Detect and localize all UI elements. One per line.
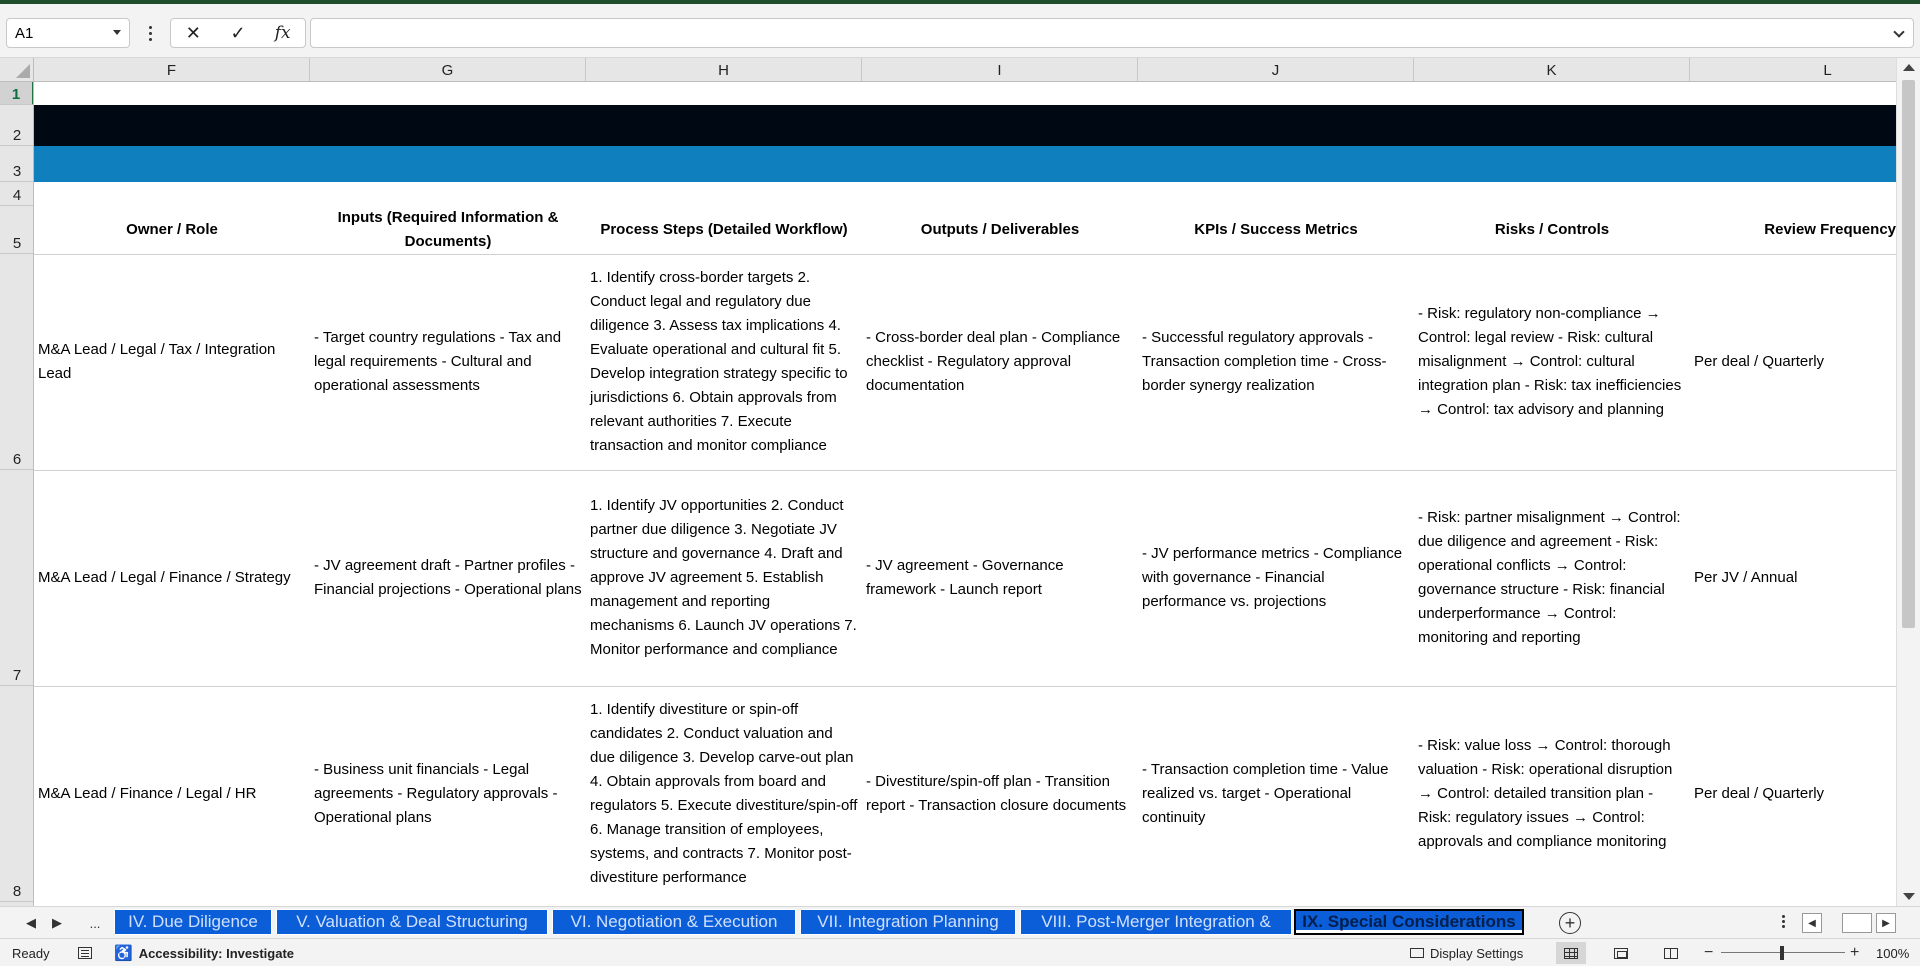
cell-risks[interactable]: - Risk: regulatory non-compliance → Control: legal review - Risk: cultural misalignment → Control: cultural integration plan - Risk: tax inefficiencies → Control: tax advisory and planning bbox=[1418, 305, 1682, 418]
row-header-5[interactable]: 5 bbox=[0, 206, 34, 254]
sheet-tab-due-diligence[interactable]: IV. Due Diligence bbox=[114, 909, 272, 935]
column-header-j[interactable]: J bbox=[1138, 58, 1414, 82]
cell-risks[interactable]: - Risk: value loss → Control: thorough valuation - Risk: operational disruption → Control: detailed transition plan - Risk: regulatory issues → Control: approvals and compliance monitoring bbox=[1418, 737, 1673, 850]
cell-kpis[interactable]: - JV performance metrics - Compliance with governance - Financial performance vs. projections bbox=[1142, 545, 1403, 610]
row-header-1[interactable]: 1 bbox=[0, 82, 34, 105]
worksheet-grid[interactable] bbox=[34, 82, 1896, 906]
header-outputs[interactable]: Outputs / Deliverables bbox=[920, 221, 1080, 238]
header-review-frequency[interactable]: Review Frequency bbox=[1764, 221, 1896, 238]
formula-bar bbox=[0, 4, 1920, 58]
page-break-preview-icon[interactable] bbox=[1656, 942, 1686, 964]
subtitle-band-row-3 bbox=[34, 146, 1896, 182]
cell-process[interactable]: 1. Identify cross-border targets 2. Conduct legal and regulatory due diligence 3. Assess tax implications 4. Evaluate operational and cultural fit 5. Develop integration strategy specific to jurisdictions 6. Obtain approvals from relevant authorities 7. Execute transaction and monitor compliance bbox=[590, 269, 848, 454]
cell-kpis[interactable]: - Transaction completion time - Value realized vs. target - Operational continuity bbox=[1142, 761, 1389, 826]
cell-risks[interactable]: - Risk: partner misalignment → Control: due diligence and agreement - Risk: operational conflicts → Control: governance structure - Risk: financial underperformance → Control: monitoring and reporting bbox=[1418, 509, 1681, 646]
cell-outputs[interactable]: - Divestiture/spin-off plan - Transition report - Transaction closure documents bbox=[866, 773, 1127, 814]
cell-review[interactable]: Per deal / Quarterly bbox=[1694, 785, 1825, 802]
column-headers bbox=[34, 58, 1896, 82]
zoom-out-icon[interactable]: − bbox=[1704, 944, 1714, 961]
column-header-g[interactable]: G bbox=[310, 58, 586, 82]
cancel-icon[interactable]: ✕ bbox=[185, 22, 201, 43]
row-header-6[interactable]: 6 bbox=[0, 254, 34, 470]
header-risks-controls[interactable]: Risks / Controls bbox=[1494, 221, 1610, 238]
cell-owner[interactable]: M&A Lead / Finance / Legal / HR bbox=[38, 785, 257, 802]
page-layout-view-icon[interactable] bbox=[1606, 942, 1636, 964]
header-process-steps[interactable]: Process Steps (Detailed Workflow) bbox=[600, 221, 848, 238]
accessibility-icon: ♿ bbox=[114, 945, 133, 962]
accessibility-label: Accessibility: Investigate bbox=[138, 945, 295, 961]
row-headers bbox=[0, 82, 34, 906]
add-sheet-icon[interactable]: + bbox=[1559, 912, 1581, 934]
scroll-right-icon[interactable]: ▶ bbox=[1876, 913, 1896, 933]
zoom-in-icon[interactable]: + bbox=[1850, 944, 1860, 961]
cell-inputs[interactable]: - JV agreement draft - Partner profiles - Financial projections - Operational plans bbox=[314, 557, 582, 598]
cell-process[interactable]: 1. Identify divestiture or spin-off candidates 2. Conduct valuation and due diligence 3. Develop carve-out plan 4. Obtain approvals from board and regulators 5. Execute divestiture/spin-off 6. Manage transition of employees, systems, and contracts 7. Monitor post-divestiture performance bbox=[590, 701, 858, 886]
formula-input[interactable] bbox=[310, 18, 1914, 48]
insert-function-icon[interactable]: fx bbox=[274, 23, 291, 43]
column-header-f[interactable]: F bbox=[34, 58, 310, 82]
horizontal-scroll-thumb[interactable] bbox=[1842, 913, 1872, 933]
previous-sheet-icon[interactable]: ◀ bbox=[26, 915, 36, 930]
sheet-tab-integration-planning[interactable]: VII. Integration Planning bbox=[800, 909, 1016, 935]
column-header-h[interactable]: H bbox=[586, 58, 862, 82]
cell-inputs[interactable]: - Business unit financials - Legal agreements - Regulatory approvals - Operational plans bbox=[314, 761, 558, 826]
cell-kpis[interactable]: - Successful regulatory approvals - Transaction completion time - Cross-border synergy realization bbox=[1142, 329, 1387, 394]
name-box[interactable] bbox=[6, 18, 130, 48]
header-inputs[interactable]: Inputs (Required Information & Documents) bbox=[337, 209, 559, 250]
cell-review[interactable]: Per deal / Quarterly bbox=[1694, 353, 1825, 370]
name-box-dropdown-icon[interactable] bbox=[113, 30, 121, 35]
cell-outputs[interactable]: - Cross-border deal plan - Compliance checklist - Regulatory approval documentation bbox=[866, 329, 1121, 394]
sheet-tab-bar bbox=[0, 906, 1920, 938]
cell-inputs[interactable]: - Target country regulations - Tax and legal requirements - Cultural and operational assessments bbox=[314, 329, 562, 394]
vertical-scroll-thumb[interactable] bbox=[1902, 80, 1915, 628]
display-settings[interactable] bbox=[1410, 939, 1523, 966]
scroll-left-icon[interactable]: ◀ bbox=[1802, 913, 1822, 933]
sheet-tab-special-considerations[interactable]: IX. Special Considerations bbox=[1294, 909, 1524, 935]
vertical-scrollbar[interactable] bbox=[1896, 58, 1920, 906]
enter-icon[interactable]: ✓ bbox=[230, 22, 246, 43]
cell-outputs[interactable]: - JV agreement - Governance framework - Launch report bbox=[866, 557, 1064, 598]
column-header-l[interactable]: L bbox=[1690, 58, 1896, 82]
expand-formula-bar-icon[interactable] bbox=[1893, 26, 1904, 37]
title-band-row-2 bbox=[34, 105, 1896, 146]
next-sheet-icon[interactable]: ▶ bbox=[52, 915, 62, 930]
header-kpis[interactable]: KPIs / Success Metrics bbox=[1194, 221, 1358, 238]
column-header-i[interactable]: I bbox=[862, 58, 1138, 82]
zoom-level[interactable]: 100% bbox=[1876, 945, 1910, 961]
accessibility-checker[interactable] bbox=[114, 939, 294, 966]
row-header-2[interactable]: 2 bbox=[0, 105, 34, 146]
select-all-button[interactable] bbox=[0, 58, 34, 82]
cell-process[interactable]: 1. Identify JV opportunities 2. Conduct partner due diligence 3. Negotiate JV structure and governance 4. Draft and approve JV agreement 5. Establish management and reporting mechanisms 6. Launch JV operations 7. Monitor performance and compliance bbox=[590, 497, 857, 658]
display-settings-icon bbox=[1410, 948, 1424, 958]
display-settings-label: Display Settings bbox=[1430, 945, 1524, 961]
sheet-tab-negotiation[interactable]: VI. Negotiation & Execution bbox=[552, 909, 796, 935]
row-header-7[interactable]: 7 bbox=[0, 470, 34, 686]
status-bar bbox=[0, 938, 1920, 966]
sheet-tab-valuation[interactable]: V. Valuation & Deal Structuring bbox=[276, 909, 548, 935]
row-header-3[interactable]: 3 bbox=[0, 146, 34, 182]
zoom-slider-thumb[interactable] bbox=[1780, 946, 1784, 960]
scroll-up-icon[interactable] bbox=[1903, 64, 1915, 71]
macro-recording-icon[interactable] bbox=[78, 939, 92, 966]
normal-view-icon[interactable] bbox=[1556, 942, 1586, 964]
column-header-k[interactable]: K bbox=[1414, 58, 1690, 82]
row-header-8[interactable]: 8 bbox=[0, 686, 34, 902]
cell-owner[interactable]: M&A Lead / Legal / Tax / Integration Lead bbox=[38, 341, 276, 382]
name-box-value: A1 bbox=[15, 24, 34, 42]
formula-buttons bbox=[170, 18, 306, 48]
status-ready: Ready bbox=[12, 945, 50, 961]
horizontal-scroll-more-icon[interactable] bbox=[1780, 915, 1786, 931]
scroll-down-icon[interactable] bbox=[1903, 893, 1915, 900]
row-header-4[interactable]: 4 bbox=[0, 182, 34, 206]
sheet-tab-post-merger[interactable]: VIII. Post-Merger Integration & bbox=[1020, 909, 1292, 935]
more-sheets-button[interactable]: ... bbox=[89, 915, 101, 931]
cell-owner[interactable]: M&A Lead / Legal / Finance / Strategy bbox=[38, 569, 291, 586]
header-owner-role[interactable]: Owner / Role bbox=[126, 221, 218, 238]
cell-review[interactable]: Per JV / Annual bbox=[1694, 569, 1798, 586]
formula-bar-more-icon[interactable] bbox=[142, 18, 158, 48]
